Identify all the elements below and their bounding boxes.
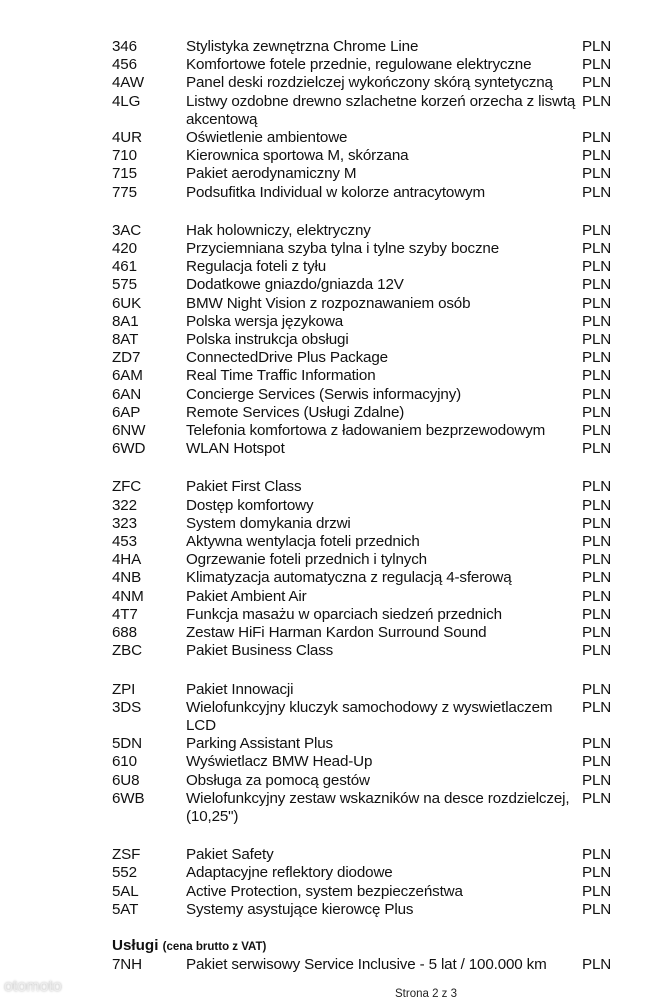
price-currency: PLN [582,514,612,532]
page-number: Strona 2 z 3 [395,988,458,1000]
option-description: Przyciemniana szyba tylna i tylne szyby boczne [186,240,500,258]
option-description: Funkcja masażu w oparciach siedzeń przednich [186,605,502,623]
equipment-row [0,222,670,240]
option-code: 322 [112,496,137,514]
price-currency: PLN [582,92,612,110]
price-currency: PLN [582,864,612,882]
option-code: 5AT [112,900,139,918]
option-code: 3DS [112,698,142,716]
option-description: Real Time Traffic Information [186,367,376,385]
equipment-row [0,533,670,551]
equipment-row [0,956,670,974]
option-description: Dostęp komfortowy [186,496,314,514]
option-code: ZFC [112,478,142,496]
option-description: Systemy asystujące kierowcę Plus [186,900,414,918]
price-currency: PLN [582,771,612,789]
price-currency: PLN [582,587,612,605]
equipment-row [0,165,670,183]
equipment-row [0,864,670,882]
option-description: Concierge Services (Serwis informacyjny) [186,385,462,403]
price-currency: PLN [582,440,612,458]
equipment-row [0,699,670,735]
price-currency: PLN [582,956,612,974]
option-code: 6UK [112,294,142,312]
equipment-row [0,56,670,74]
price-currency: PLN [582,385,612,403]
option-code: 6AP [112,403,141,421]
option-description: Oświetlenie ambientowe [186,129,348,147]
price-currency: PLN [582,753,612,771]
option-description: Regulacja foteli z tyłu [186,258,327,276]
equipment-row [0,883,670,901]
equipment-row [0,588,670,606]
equipment-row [0,642,670,660]
equipment-row [0,478,670,496]
equipment-list [0,38,670,919]
option-description: Podsufitka Individual w kolorze antracytowym [186,183,485,201]
option-code: 4UR [112,129,142,147]
price-currency: PLN [582,349,612,367]
option-code: 688 [112,624,137,642]
option-code: 6NW [112,422,146,440]
option-code: 456 [112,56,137,74]
equipment-row [0,295,670,313]
option-code: 8AT [112,331,139,349]
option-description: WLAN Hotspot [186,440,285,458]
price-currency: PLN [582,624,612,642]
option-description: Wyświetlacz BMW Head-Up [186,753,373,771]
price-currency: PLN [582,496,612,514]
option-description: Komfortowe fotele przednie, regulowane elektryczne [186,56,532,74]
price-currency: PLN [582,294,612,312]
equipment-row [0,846,670,864]
equipment-row [0,386,670,404]
equipment-row [0,624,670,642]
price-currency: PLN [582,165,612,183]
option-code: 420 [112,240,137,258]
price-currency: PLN [582,882,612,900]
equipment-row [0,38,670,56]
option-code: 715 [112,165,137,183]
price-currency: PLN [582,221,612,239]
option-description: Aktywna wentylacja foteli przednich [186,533,420,551]
option-code: 461 [112,258,137,276]
option-description: Panel deski rozdzielczej wykończony skórą syntetyczną [186,74,553,92]
option-code: 775 [112,183,137,201]
price-currency: PLN [582,403,612,421]
option-code: 6WD [112,440,146,458]
option-description: Pakiet serwisowy Service Inclusive - 5 lat / 100.000 km [186,956,547,974]
price-currency: PLN [582,331,612,349]
option-code: 6AM [112,367,143,385]
option-description: Listwy ozdobne drewno szlachetne korzeń orzecha z liswtą akcentową [186,92,576,128]
price-currency: PLN [582,312,612,330]
equipment-group [0,478,670,660]
option-description: Pakiet Business Class [186,642,334,660]
option-description: ConnectedDrive Plus Package [186,349,388,367]
option-code: ZSF [112,846,141,864]
option-code: 710 [112,147,137,165]
option-description: Ogrzewanie foteli przednich i tylnych [186,551,427,569]
document-body [0,38,670,974]
option-code: 4AW [112,74,144,92]
option-description: Zestaw HiFi Harman Kardon Surround Sound [186,624,487,642]
option-code: 8A1 [112,312,139,330]
option-code: ZD7 [112,349,141,367]
services-list [0,956,670,974]
equipment-group [0,681,670,827]
equipment-row [0,440,670,458]
equipment-row [0,404,670,422]
watermark-logo: otomoto [4,978,62,995]
price-currency: PLN [582,183,612,201]
price-currency: PLN [582,422,612,440]
option-code: 575 [112,276,137,294]
price-currency: PLN [582,478,612,496]
option-code: 6WB [112,789,145,807]
equipment-row [0,735,670,753]
price-currency: PLN [582,551,612,569]
equipment-group [0,222,670,459]
option-code: 610 [112,753,137,771]
option-code: 5AL [112,882,139,900]
option-description: Wielofunkcyjny zestaw wskazników na desce rozdzielczej, (10,25") [186,789,570,825]
equipment-row [0,74,670,92]
equipment-row [0,790,670,826]
option-description: Klimatyzacja automatyczna z regulacją 4-sferową [186,569,512,587]
price-currency: PLN [582,900,612,918]
equipment-row [0,772,670,790]
equipment-row [0,515,670,533]
option-code: 5DN [112,735,142,753]
equipment-row [0,331,670,349]
equipment-row [0,681,670,699]
price-currency: PLN [582,569,612,587]
price-currency: PLN [582,240,612,258]
equipment-group [0,38,670,202]
option-description: Adaptacyjne reflektory diodowe [186,864,393,882]
option-code: 323 [112,514,137,532]
option-code: 6U8 [112,771,140,789]
option-description: Pakiet aerodynamiczny M [186,165,357,183]
equipment-row [0,569,670,587]
price-currency: PLN [582,846,612,864]
option-description: System domykania drzwi [186,514,351,532]
equipment-row [0,184,670,202]
equipment-row [0,240,670,258]
price-currency: PLN [582,533,612,551]
option-description: Pakiet Safety [186,846,274,864]
option-code: 4NB [112,569,142,587]
price-currency: PLN [582,642,612,660]
option-description: Polska wersja językowa [186,312,344,330]
equipment-row [0,606,670,624]
equipment-row [0,258,670,276]
option-description: Obsługa za pomocą gestów [186,771,370,789]
equipment-group [0,846,670,919]
price-currency: PLN [582,38,612,55]
option-description: Dodatkowe gniazdo/gniazda 12V [186,276,404,294]
option-description: Hak holowniczy, elektryczny [186,221,371,239]
price-currency: PLN [582,258,612,276]
equipment-row [0,147,670,165]
equipment-row [0,276,670,294]
equipment-row [0,422,670,440]
option-description: Pakiet Ambient Air [186,587,307,605]
option-description: Kierownica sportowa M, skórzana [186,147,409,165]
price-currency: PLN [582,56,612,74]
equipment-row [0,497,670,515]
equipment-row [0,901,670,919]
option-description: Remote Services (Usługi Zdalne) [186,403,405,421]
services-heading [0,937,670,956]
option-code: 453 [112,533,137,551]
option-code: 3AC [112,221,142,239]
option-code: 4HA [112,551,142,569]
option-code: 7NH [112,956,142,974]
option-code: ZBC [112,642,142,660]
price-currency: PLN [582,147,612,165]
equipment-row [0,367,670,385]
option-description: Polska instrukcja obsługi [186,331,349,349]
option-code: 4T7 [112,605,138,623]
option-code: 4NM [112,587,144,605]
services-note: (cena brutto z VAT) [162,940,267,953]
price-currency: PLN [582,735,612,753]
option-code: 346 [112,38,137,55]
price-currency: PLN [582,74,612,92]
equipment-row [0,93,670,129]
price-currency: PLN [582,276,612,294]
option-code: 4LG [112,92,141,110]
option-description: Wielofunkcyjny kluczyk samochodowy z wyswietlaczem LCD [186,698,553,734]
equipment-row [0,551,670,569]
services-title: Usługi [112,936,159,954]
price-currency: PLN [582,605,612,623]
option-code: 552 [112,864,137,882]
option-description: Telefonia komfortowa z ładowaniem bezprzewodowym [186,422,546,440]
equipment-row [0,129,670,147]
price-currency: PLN [582,698,612,716]
equipment-row [0,753,670,771]
price-currency: PLN [582,129,612,147]
price-currency: PLN [582,680,612,698]
price-currency: PLN [582,367,612,385]
option-description: Active Protection, system bezpieczeństwa [186,882,463,900]
option-description: Pakiet Innowacji [186,680,294,698]
equipment-row [0,313,670,331]
price-currency: PLN [582,789,612,807]
option-code: ZPI [112,680,136,698]
option-description: Stylistyka zewnętrzna Chrome Line [186,38,419,55]
option-description: BMW Night Vision z rozpoznawaniem osób [186,294,471,312]
option-code: 6AN [112,385,142,403]
equipment-row [0,349,670,367]
option-description: Parking Assistant Plus [186,735,333,753]
option-description: Pakiet First Class [186,478,302,496]
